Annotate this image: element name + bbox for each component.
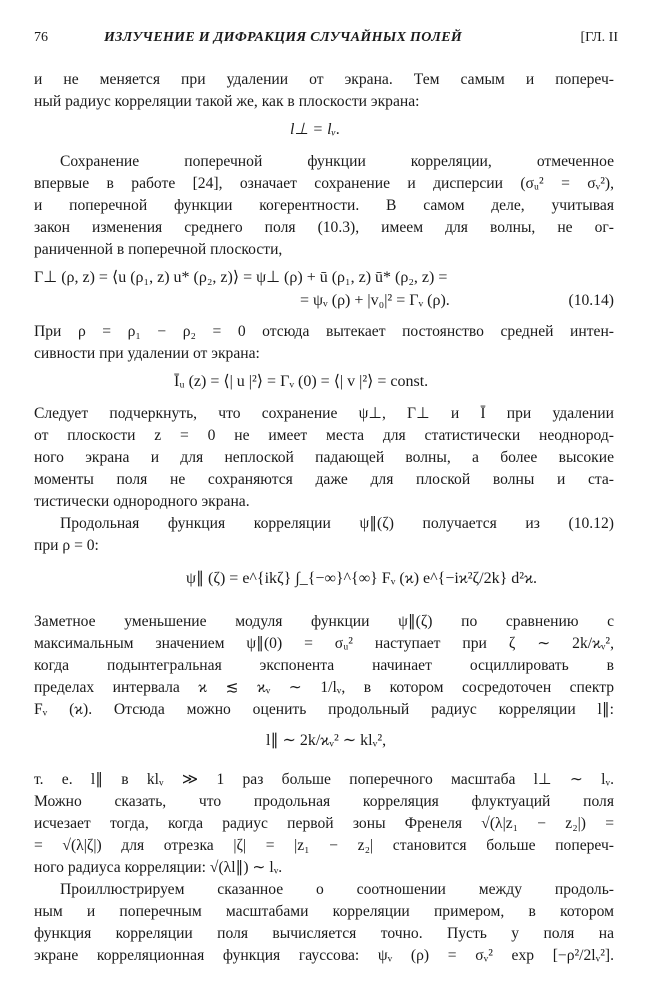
equation-number: (10.14)	[568, 292, 614, 309]
text-line: при ρ = 0:	[34, 537, 99, 554]
text-line: функция корреляции поля вычисляется точно. Пусть у поля на	[34, 925, 614, 942]
text-line: экране корреляционная функция гауссова: ψᵥ (ρ) = σᵥ² exp [−ρ²/2lᵥ²].	[34, 947, 614, 964]
text-line: пределах интервала ϰ ≲ ϰᵥ ∼ 1/lᵥ, в котором сосредоточен спектр	[34, 679, 614, 696]
text-line: Проиллюстрируем сказанное о соотношении между продоль-	[60, 881, 614, 898]
text-line: моменты поля не сохраняются даже для плоской волны и ста-	[34, 471, 614, 488]
equation: Īᵤ (z) = ⟨| u |²⟩ = Γᵥ (0) = ⟨| v |²⟩ = const.	[174, 373, 429, 390]
text-line: ным и поперечным масштабами корреляции примером, в котором	[34, 903, 614, 920]
text-line: тистически однородного экрана.	[34, 493, 250, 510]
text-line: т. е. l∥ в klᵥ ≫ 1 раз больше поперечного масштаба l⊥ ∼ lᵥ.	[34, 771, 614, 788]
text-line: и поперечной функции когерентности. В самом деле, учитывая	[34, 197, 614, 214]
text-line: раниченной в поперечной плоскости,	[34, 241, 283, 258]
text-line: и не меняется при удалении от экрана. Тем самым и попереч-	[34, 71, 614, 88]
text-line: ный радиус корреляции такой же, как в плоскости экрана:	[34, 93, 420, 110]
equation: Γ⊥ (ρ, z) = ⟨u (ρ₁, z) u* (ρ₂, z)⟩ = ψ⊥ (ρ) + ū (ρ₁, z) ū* (ρ₂, z) =	[34, 269, 448, 286]
text-line: = √(λ|ζ|) для отрезка |ζ| = |z₁ − z₂| становится больше попереч-	[34, 837, 614, 854]
text-line: Продольная функция корреляции ψ∥(ζ) получается из (10.12)	[60, 515, 614, 532]
equation: l∥ ∼ 2k/ϰᵥ² ∼ klᵥ²,	[266, 732, 387, 749]
text-line: Сохранение поперечной функции корреляции, отмеченное	[60, 153, 614, 170]
text-line: сивности при удалении от экрана:	[34, 345, 260, 362]
page-number: 76	[34, 30, 48, 45]
text-line: При ρ = ρ₁ − ρ₂ = 0 отсюда вытекает постоянство средней интен-	[34, 323, 614, 340]
equation: ψ∥ (ζ) = e^{ikζ} ∫_{−∞}^{∞} Fᵥ (ϰ) e^{−iϰ²ζ/2k} d²ϰ.	[186, 570, 538, 587]
text-line: когда подынтегральная экспонента начинает осциллировать в	[34, 657, 614, 674]
text-line: исчезает тогда, когда радиус первой зоны Френеля √(λ|z₁ − z₂|) =	[34, 815, 614, 832]
text-line: Заметное уменьшение модуля функции ψ∥(ζ) по сравнению с	[34, 613, 614, 630]
text-line: впервые в работе [24], означает сохранение и дисперсии (σᵤ² = σᵥ²),	[34, 175, 614, 192]
text-line: ного экрана и для неплоской падающей волны, а более высокие	[34, 449, 614, 466]
equation: = ψᵥ (ρ) + |v₀|² = Γᵥ (ρ).	[300, 292, 450, 309]
text-line: Следует подчеркнуть, что сохранение ψ⊥, Γ⊥ и Ī при удалении	[34, 405, 614, 422]
chapter-label: [ГЛ. II	[580, 30, 618, 45]
equation: l⊥ = lᵥ.	[290, 121, 341, 138]
text-line: максимальным значением ψ∥(0) = σᵤ² наступает при ζ ∼ 2k/ϰᵥ²,	[34, 635, 614, 652]
text-line: от плоскости z = 0 не имеет места для статистически неоднород-	[34, 427, 614, 444]
text-line: закон изменения среднего поля (10.3), имеем для волны, не ог-	[34, 219, 614, 236]
text-line: Можно сказать, что продольная корреляция флуктуаций поля	[34, 793, 614, 810]
running-title: ИЗЛУЧЕНИЕ И ДИФРАКЦИЯ СЛУЧАЙНЫХ ПОЛЕЙ	[104, 30, 463, 45]
text-line: Fᵥ (ϰ). Отсюда можно оценить продольный радиус корреляции l∥:	[34, 701, 614, 718]
text-line: ного радиуса корреляции: √(λl∥) ∼ lᵥ.	[34, 859, 283, 876]
